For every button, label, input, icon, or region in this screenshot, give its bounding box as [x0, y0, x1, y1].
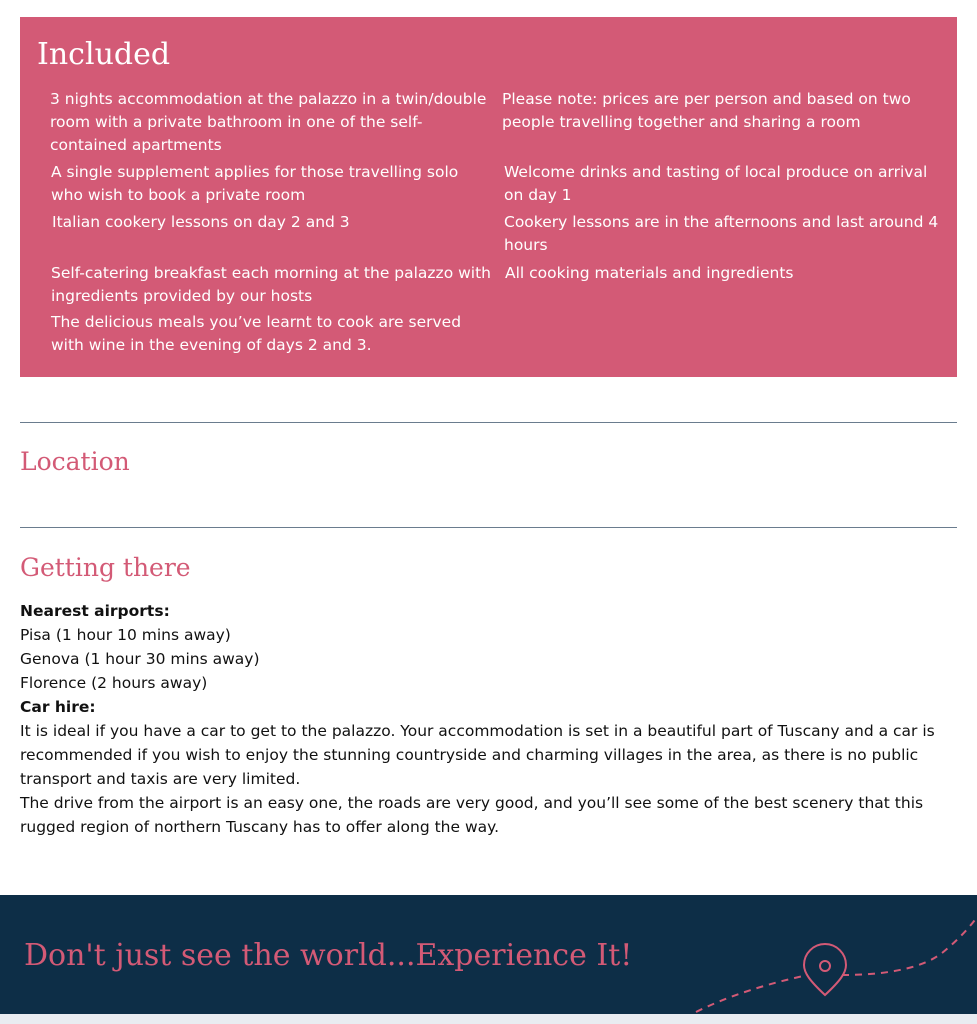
- included-item: Welcome drinks and tasting of local produce on arrival on day 1: [504, 163, 928, 204]
- getting-there-body: [20, 599, 955, 839]
- airport-item: Florence (2 hours away): [20, 674, 208, 692]
- footer-tagline: Don't just see the world...Experience It!: [24, 938, 633, 973]
- location-title: Location: [20, 447, 130, 476]
- car-hire-paragraph: It is ideal if you have a car to get to the palazzo. Your accommodation is set in a beautiful part of Tuscany and a car is recommended if you wish to enjoy the stunning countryside and charming villages in the area, as there is no public transport and taxis are very limited.: [20, 722, 935, 788]
- included-item: A single supplement applies for those travelling solo who wish to book a private room: [51, 163, 459, 204]
- getting-there-title: Getting there: [20, 553, 191, 582]
- bottom-strip: [0, 1014, 977, 1024]
- included-section: [20, 17, 957, 377]
- included-title: Included: [37, 37, 171, 72]
- included-item: Italian cookery lessons on day 2 and 3: [52, 213, 350, 231]
- car-hire-label: Car hire:: [20, 698, 96, 716]
- footer-banner: [0, 895, 977, 1014]
- airport-item: Genova (1 hour 30 mins away): [20, 650, 260, 668]
- map-pin-icon: [680, 895, 977, 1014]
- included-item: Self-catering breakfast each morning at the palazzo with ingredients provided by our hosts: [51, 264, 491, 305]
- included-item: 3 nights accommodation at the palazzo in a twin/double room with a private bathroom in one of the self-contained apartments: [50, 90, 487, 154]
- included-item: The delicious meals you’ve learnt to cook are served with wine in the evening of days 2 and 3.: [51, 313, 462, 354]
- included-item: Please note: prices are per person and based on two people travelling together and sharing a room: [502, 90, 911, 131]
- airport-item: Pisa (1 hour 10 mins away): [20, 626, 231, 644]
- included-item: Cookery lessons are in the afternoons and last around 4 hours: [504, 213, 939, 254]
- nearest-airports-label: Nearest airports:: [20, 602, 170, 620]
- divider: [20, 527, 957, 528]
- divider: [20, 422, 957, 423]
- included-item: All cooking materials and ingredients: [505, 264, 794, 282]
- car-hire-paragraph: The drive from the airport is an easy one, the roads are very good, and you’ll see some of the best scenery that this rugged region of northern Tuscany has to offer along the way.: [20, 794, 924, 836]
